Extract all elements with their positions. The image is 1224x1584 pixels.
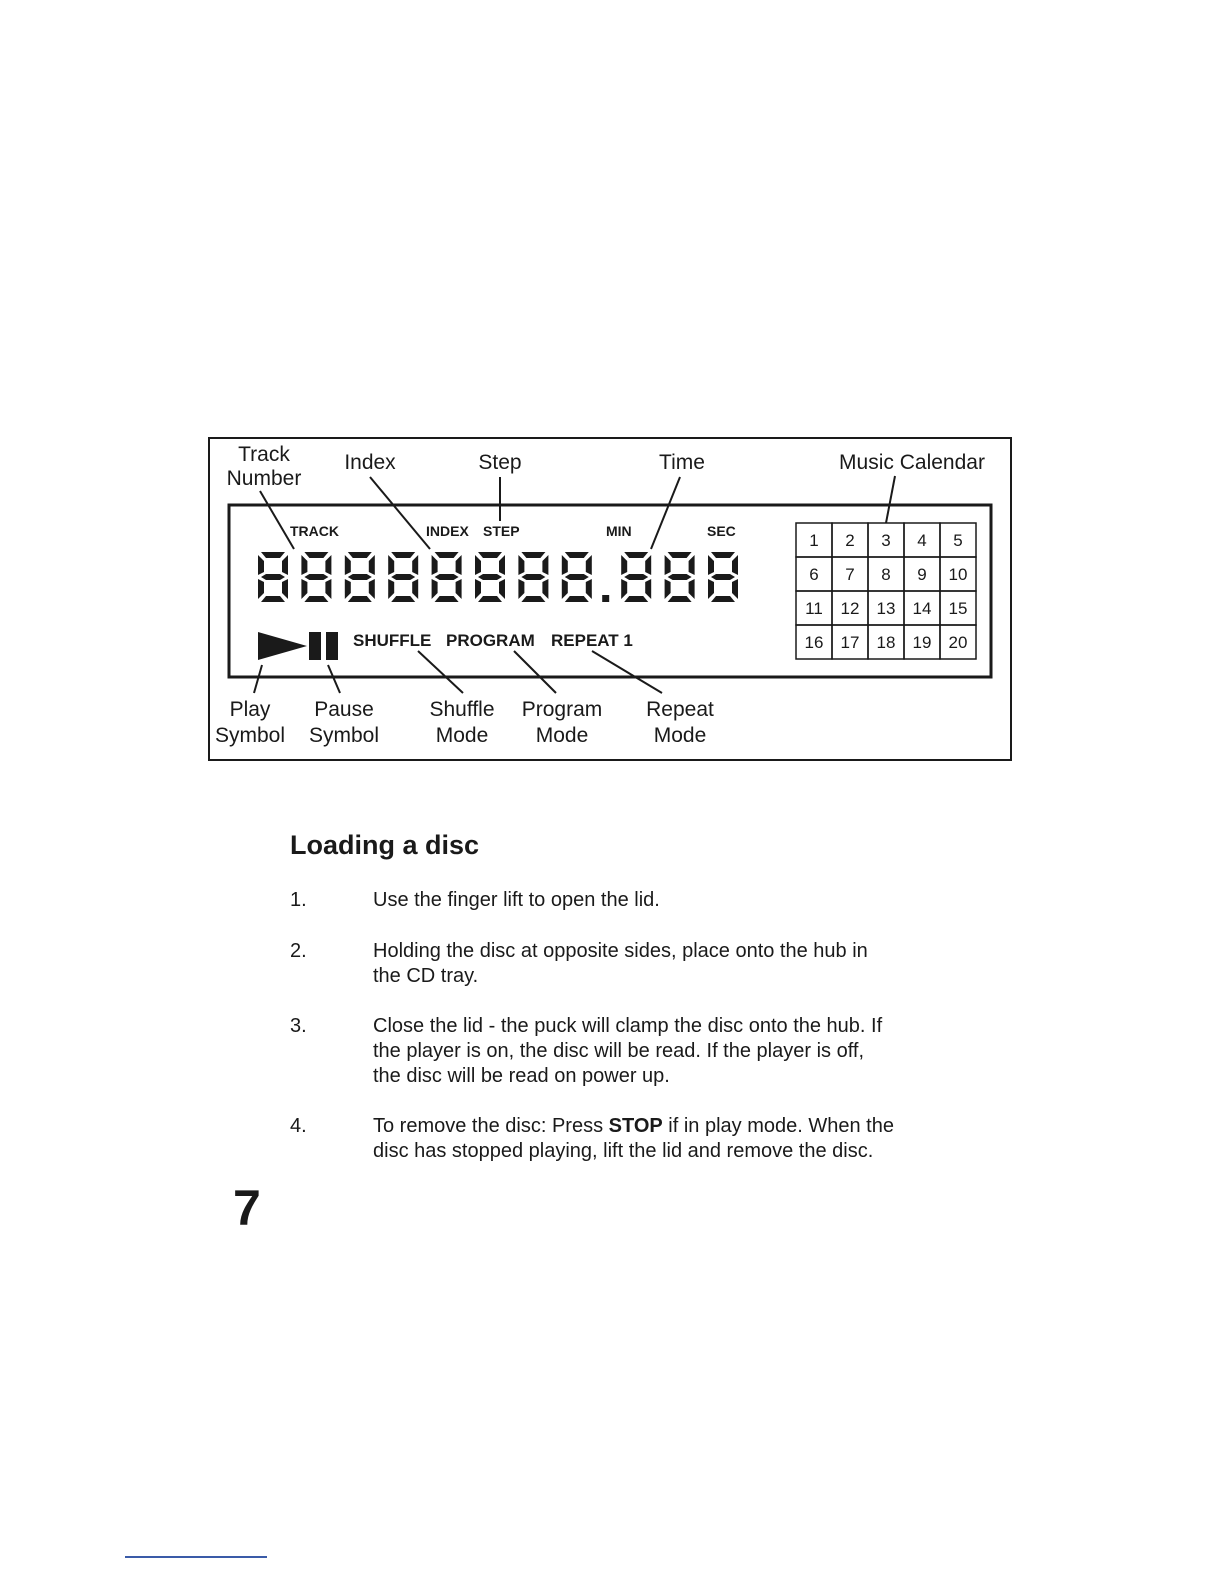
digit-segment (732, 555, 738, 575)
leader-index (370, 477, 430, 549)
callout-track-number-line1: Track (238, 443, 290, 466)
music-calendar-grid (796, 523, 976, 659)
callout-shuffle-line1: Shuffle (429, 698, 495, 721)
callout-track-number-line2: Number (226, 467, 302, 490)
calendar-track-number: 15 (948, 599, 968, 618)
callout-program-line2: Mode (535, 724, 589, 747)
lcd-digit-readout (258, 552, 738, 602)
digit-segment (668, 574, 692, 580)
digit-segment (435, 574, 459, 580)
calendar-track-number: 1 (809, 531, 819, 550)
calendar-track-number: 19 (912, 633, 932, 652)
digit-segment (258, 579, 264, 599)
digit-segment (456, 579, 462, 599)
step-number: 1. (290, 889, 307, 911)
digit-segment (478, 552, 502, 558)
lcd-label-index: INDEX (426, 523, 469, 539)
calendar-track-number: 11 (805, 599, 823, 618)
lcd-seven-segment-digit (432, 552, 462, 602)
digit-segment (562, 555, 568, 575)
digit-segment (586, 555, 592, 575)
digit-segment (345, 579, 351, 599)
step-text-line: disc has stopped playing, lift the lid and remove the disc. (373, 1140, 874, 1162)
callout-index: Index (344, 451, 396, 474)
leader-time (651, 477, 680, 549)
digit-segment (304, 596, 328, 602)
digit-segment (261, 596, 285, 602)
digit-segment (261, 574, 285, 580)
step-text-part: if in play mode. When the (662, 1115, 894, 1137)
calendar-track-number: 2 (845, 531, 855, 550)
lcd-seven-segment-digit (562, 552, 592, 602)
section-heading: Loading a disc (290, 830, 480, 860)
calendar-track-number: 9 (917, 565, 927, 584)
page-number: 7 (233, 1180, 261, 1236)
lcd-seven-segment-digit (665, 552, 695, 602)
callout-time: Time (659, 451, 705, 474)
digit-segment (301, 555, 307, 575)
leader-play (254, 665, 262, 693)
callout-pause-line1: Pause (314, 698, 374, 721)
step-number: 4. (290, 1115, 307, 1137)
step-number: 3. (290, 1015, 307, 1037)
digit-segment (624, 574, 648, 580)
digit-segment (348, 552, 372, 558)
digit-segment (261, 552, 285, 558)
pause-symbol-icon-bar-left (309, 632, 321, 660)
footer-rule (125, 1556, 267, 1558)
digit-segment (711, 552, 735, 558)
digit-segment (562, 579, 568, 599)
calendar-track-number: 6 (809, 565, 819, 584)
digit-segment (391, 596, 415, 602)
leader-music-calendar (886, 476, 895, 523)
digit-segment (732, 579, 738, 599)
callout-program-line1: Program (521, 698, 603, 721)
lcd-label-track: TRACK (290, 523, 339, 539)
calendar-track-number: 12 (840, 599, 860, 618)
lcd-mode-shuffle: SHUFFLE (353, 631, 432, 650)
digit-segment (391, 574, 415, 580)
lcd-seven-segment-digit (345, 552, 375, 602)
calendar-track-number: 10 (948, 565, 968, 584)
digit-segment (542, 555, 548, 575)
callout-step: Step (478, 451, 522, 474)
digit-segment (621, 555, 627, 575)
digit-segment (478, 596, 502, 602)
digit-segment (369, 555, 375, 575)
digit-segment (689, 579, 695, 599)
lcd-mode-program: PROGRAM (446, 631, 535, 650)
callout-repeat-line2: Mode (653, 724, 707, 747)
digit-segment (475, 579, 481, 599)
digit-segment (521, 574, 545, 580)
digit-segment (668, 596, 692, 602)
digit-segment (412, 579, 418, 599)
leader-repeat (592, 651, 662, 693)
lcd-display-diagram (208, 437, 1012, 761)
calendar-track-number: 3 (881, 531, 891, 550)
digit-segment (391, 552, 415, 558)
digit-segment (689, 555, 695, 575)
lcd-label-sec: SEC (707, 523, 736, 539)
lcd-diagram-svg (210, 439, 1010, 759)
pause-symbol-icon-bar-right (326, 632, 338, 660)
digit-segment (388, 579, 394, 599)
lcd-label-min: MIN (606, 523, 632, 539)
digit-segment (432, 579, 438, 599)
digit-segment (348, 596, 372, 602)
lcd-seven-segment-digit (475, 552, 505, 602)
digit-segment (432, 555, 438, 575)
lcd-decimal-point (602, 595, 609, 602)
calendar-track-number: 13 (876, 599, 896, 618)
digit-segment (304, 552, 328, 558)
digit-segment (708, 579, 714, 599)
digit-segment (711, 574, 735, 580)
digit-segment (565, 552, 589, 558)
step-text-line: Close the lid - the puck will clamp the disc onto the hub. If (373, 1015, 883, 1037)
play-symbol-icon (258, 632, 307, 660)
digit-segment (711, 596, 735, 602)
digit-segment (478, 574, 502, 580)
stop-keyword: STOP (608, 1115, 663, 1137)
digit-segment (518, 555, 524, 575)
digit-segment (325, 555, 331, 575)
callout-play-line1: Play (229, 698, 271, 721)
digit-segment (412, 555, 418, 575)
digit-segment (621, 579, 627, 599)
digit-segment (345, 555, 351, 575)
step-text (373, 1014, 933, 1089)
callout-shuffle-line2: Mode (435, 724, 489, 747)
calendar-track-number: 8 (881, 565, 891, 584)
lcd-seven-segment-digit (708, 552, 738, 602)
lcd-seven-segment-digit (518, 552, 548, 602)
digit-segment (499, 555, 505, 575)
calendar-track-number: 4 (917, 531, 927, 550)
step-text-part: To remove the disc: Press (373, 1115, 609, 1137)
digit-segment (624, 552, 648, 558)
leader-track-number (260, 491, 294, 549)
step-text-line (373, 1114, 933, 1139)
digit-segment (645, 555, 651, 575)
digit-segment (645, 579, 651, 599)
digit-segment (521, 552, 545, 558)
step-text (373, 888, 933, 913)
step-text-line: Use the finger lift to open the lid. (373, 889, 660, 911)
digit-segment (521, 596, 545, 602)
digit-segment (668, 552, 692, 558)
lcd-seven-segment-digit (621, 552, 651, 602)
digit-segment (665, 579, 671, 599)
callout-music-calendar: Music Calendar (839, 451, 985, 474)
calendar-track-number: 7 (845, 565, 855, 584)
calendar-track-number: 20 (948, 633, 968, 652)
step-text-line: Holding the disc at opposite sides, place onto the hub in (373, 940, 868, 962)
callout-play-line2: Symbol (214, 724, 286, 747)
calendar-track-number: 16 (804, 633, 824, 652)
step-text (373, 1114, 933, 1164)
digit-segment (348, 574, 372, 580)
lcd-seven-segment-digit (258, 552, 288, 602)
digit-segment (542, 579, 548, 599)
digit-segment (586, 579, 592, 599)
step-text-line: the disc will be read on power up. (373, 1065, 670, 1087)
calendar-track-number: 14 (912, 599, 932, 618)
digit-segment (258, 555, 264, 575)
calendar-track-number: 18 (876, 633, 896, 652)
digit-segment (369, 579, 375, 599)
digit-segment (624, 596, 648, 602)
digit-segment (325, 579, 331, 599)
digit-segment (499, 579, 505, 599)
digit-segment (665, 555, 671, 575)
digit-segment (518, 579, 524, 599)
lcd-seven-segment-digit (388, 552, 418, 602)
digit-segment (708, 555, 714, 575)
step-text-line: the player is on, the disc will be read. If the player is off, (373, 1040, 864, 1062)
digit-segment (388, 555, 394, 575)
digit-segment (301, 579, 307, 599)
digit-segment (435, 596, 459, 602)
digit-segment (475, 555, 481, 575)
callout-repeat-line1: Repeat (646, 698, 714, 721)
leader-program (514, 651, 556, 693)
lcd-mode-repeat: REPEAT 1 (551, 631, 633, 650)
calendar-track-number: 5 (953, 531, 963, 550)
step-text (373, 939, 933, 989)
callout-pause-line2: Symbol (308, 724, 380, 747)
digit-segment (304, 574, 328, 580)
lcd-label-step: STEP (483, 523, 520, 539)
digit-segment (282, 579, 288, 599)
lcd-seven-segment-digit (301, 552, 331, 602)
calendar-track-number: 17 (840, 633, 860, 652)
step-text-line: the CD tray. (373, 965, 479, 987)
digit-segment (565, 596, 589, 602)
digit-segment (456, 555, 462, 575)
step-number: 2. (290, 940, 307, 962)
leader-pause (328, 665, 340, 693)
digit-segment (282, 555, 288, 575)
digit-segment (435, 552, 459, 558)
digit-segment (565, 574, 589, 580)
leader-shuffle (418, 651, 463, 693)
